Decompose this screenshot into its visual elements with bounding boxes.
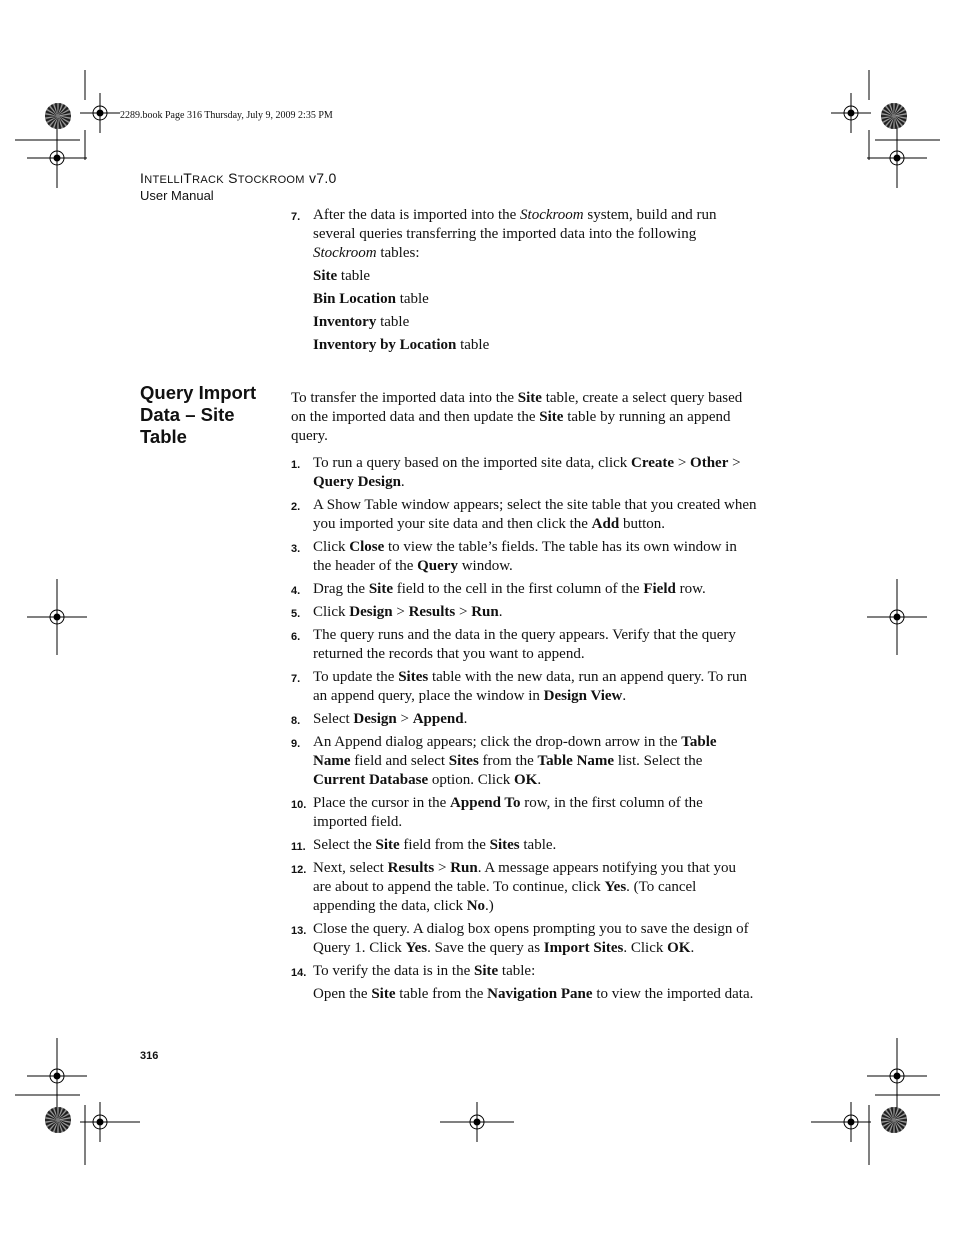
section-intro: To transfer the imported data into the Site table, create a select query based on the imported data and then update the Site table by running an append query. [291,390,743,444]
registration-mark-icon [440,1102,514,1142]
registration-mark-icon [27,128,87,188]
running-header-subtitle: User Manual [140,188,214,203]
section-heading: Query Import Data – Site Table [140,382,257,447]
registration-mark-icon [867,1038,927,1114]
step-item: 10. Place the cursor in the Append To row, in the first column of the imported field. [291,795,703,830]
step-item: 9. An Append dialog appears; click the drop-down arrow in the Table Name field and select Sites from the Table Name list. Select the Current Database option. Click OK. [291,734,717,788]
step-number: 11. [291,841,306,853]
step-item: 1. To run a query based on the imported site data, click Create > Other > Query Design. [291,455,741,490]
step-item: 8. Select Design > Append. [291,710,757,729]
step-item: 2. A Show Table window appears; select the site table that you created when you imported your site data and then click the Add button. [291,497,757,532]
step-number: 3. [291,543,301,555]
step-number: 4. [291,585,301,597]
step-number: 6. [291,631,301,643]
table-list-item: Site table [313,268,371,284]
step-number: 13. [291,925,307,937]
steps-list [291,454,757,981]
table-list-item: Inventory table [313,314,410,330]
registration-mark-icon [27,579,87,655]
running-header-title: INTELLITRACK STOCKROOM v7.0 [140,170,337,186]
step-number: 9. [291,738,301,750]
registration-mark-icon [811,1102,871,1142]
registration-mark-icon [80,1102,140,1142]
step-number: 8. [291,715,301,727]
registration-mark-icon [27,1038,87,1114]
step-item: 5. Click Design > Results > Run. [291,603,757,622]
step-item: 4. Drag the Site field to the cell in the first column of the Field row. [291,580,757,599]
main-content [291,206,757,1008]
registration-mark-icon [831,93,871,133]
step-number: 1. [291,459,301,471]
step-item: 14. To verify the data is in the Site table: [291,962,757,981]
step-number: 2. [291,501,301,513]
table-list-item: Bin Location table [313,291,429,307]
step-item: 7. To update the Sites table with the new data, run an append query. To run an append query, place the window in Design View. [291,669,748,704]
registration-mark-icon [867,128,927,188]
step-number: 10. [291,799,307,811]
page-number: 316 [140,1050,159,1062]
color-bar-icon [881,103,907,129]
step-item: 11. Select the Site field from the Sites table. [291,836,757,855]
color-bar-icon [45,1107,71,1133]
step-item: 6. The query runs and the data in the query appears. Verify that the query returned the records that you want to append. [291,627,736,662]
step-number: 7. [291,673,301,685]
step-item: 12. Next, select Results > Run. A message appears notifying you that you are about to append the table. To continue, click Yes. (To cancel appending the data, click No.) [291,860,737,914]
step-item: 13. Close the query. A dialog box opens prompting you to save the design of Query 1. Click Yes. Save the query as Import Sites. Click OK. [291,921,749,956]
step-item: 3. Click Close to view the table’s fields. The table has its own window in the header of the Query window. [291,539,737,574]
registration-mark-icon [80,93,120,133]
step-14-followup: Open the Site table from the Navigation Pane to view the imported data. [313,986,754,1002]
step-number: 12. [291,864,307,876]
step-number: 14. [291,967,307,979]
registration-mark-icon [867,579,927,655]
table-list-item: Inventory by Location table [313,337,490,353]
print-stamp: 2289.book Page 316 Thursday, July 9, 2009 2:35 PM [120,110,333,121]
table-list [291,267,757,355]
color-bar-icon [881,1107,907,1133]
step-number: 5. [291,608,301,620]
color-bar-icon [45,103,71,129]
step-item: 7. After the data is imported into the Stockroom system, build and run several queries transferring the imported data into the following Stockroom tables: [291,207,717,261]
